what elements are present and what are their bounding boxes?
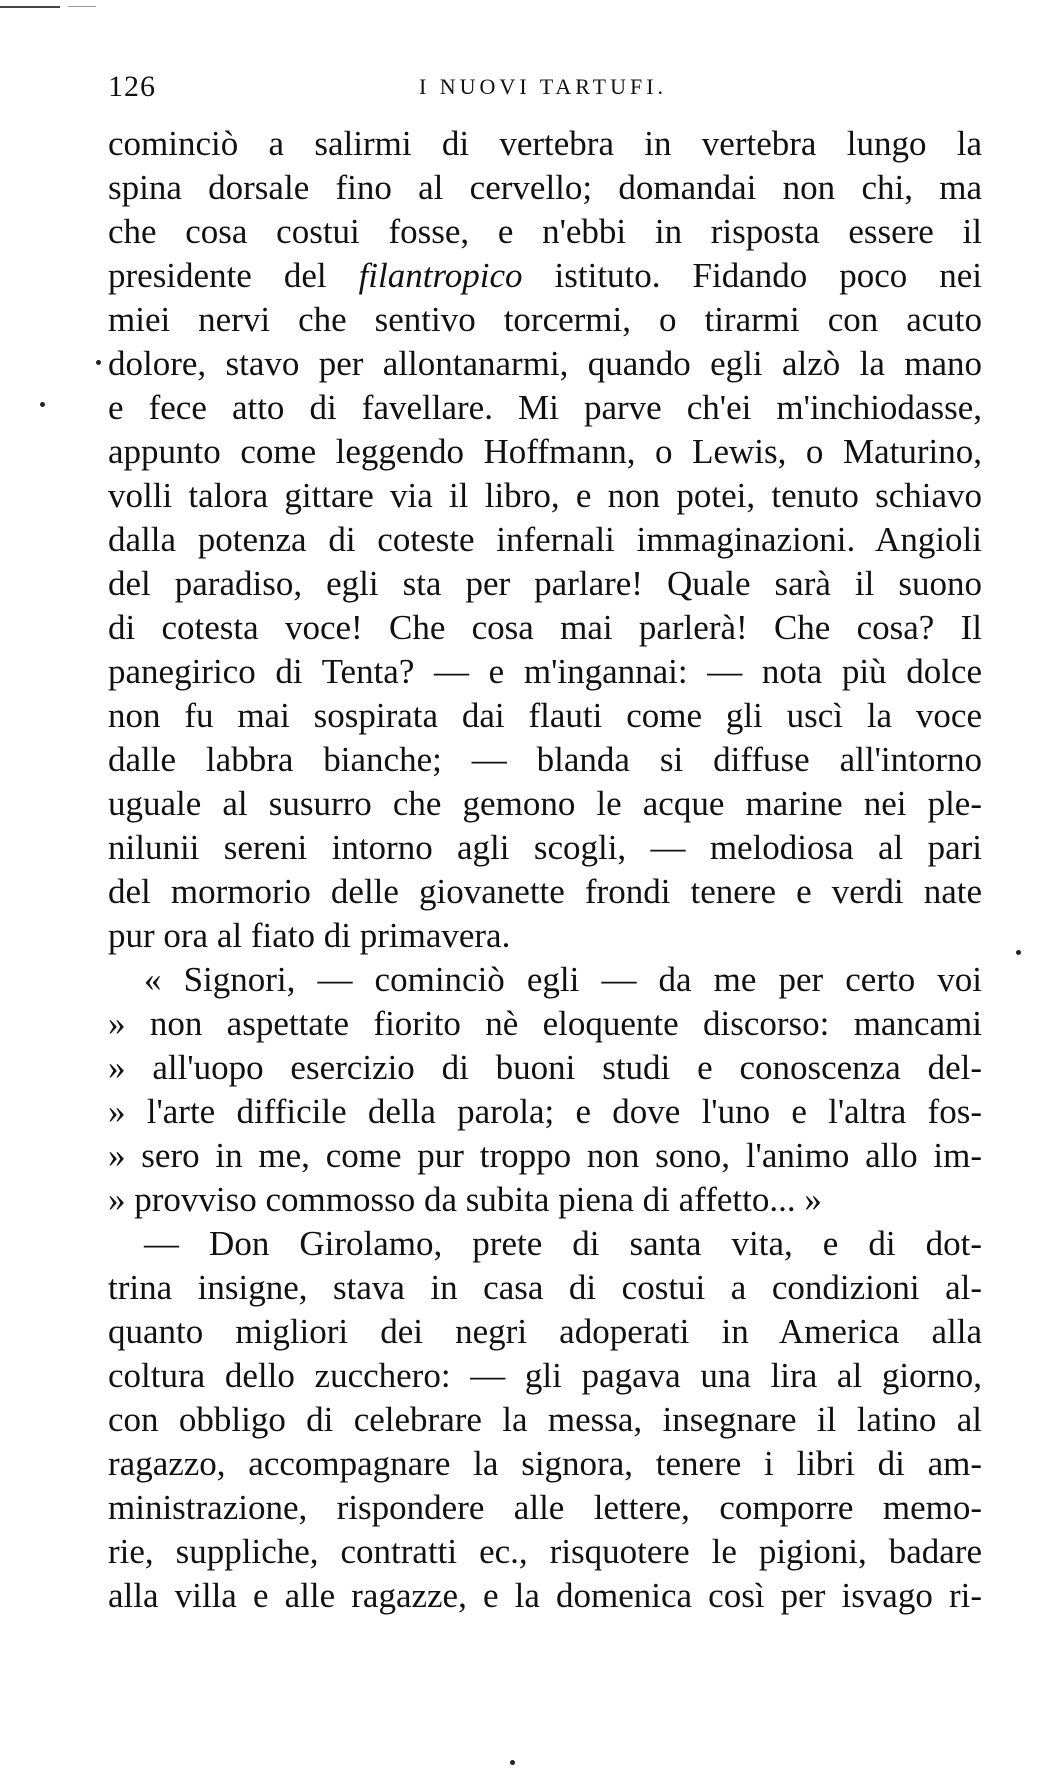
text-line: panegirico di Tenta? — e m'ingannai: — nota più dolce xyxy=(108,652,982,691)
text-line: » all'uopo esercizio di buoni studi e conoscenza del- xyxy=(108,1048,982,1087)
text-line: con obbligo di celebrare la messa, insegnare il latino al xyxy=(108,1400,982,1439)
text-line: trina insigne, stava in casa di costui a condizioni al- xyxy=(108,1268,982,1307)
text-line: miei nervi che sentivo torcermi, o tirarmi con acuto xyxy=(108,300,982,339)
text-line: appunto come leggendo Hoffmann, o Lewis, o Maturino, xyxy=(108,432,982,471)
text-line xyxy=(108,254,982,298)
text-line: dolore, stavo per allontanarmi, quando egli alzò la mano xyxy=(108,344,982,383)
ink-speck xyxy=(40,402,45,407)
text-line: coltura dello zucchero: — gli pagava una lira al giorno, xyxy=(108,1356,982,1395)
scan-edge-mark xyxy=(68,6,96,7)
running-head: I NUOVI TARTUFI. xyxy=(418,74,668,99)
text-line: del mormorio delle giovanette frondi tenere e verdi nate xyxy=(108,872,982,911)
text-line: ragazzo, accompagnare la signora, tenere i libri di am- xyxy=(108,1444,982,1483)
text-line: pur ora al fiato di primavera. xyxy=(108,916,511,955)
text-segment: istituto. Fidando poco nei xyxy=(522,256,982,295)
text-line: uguale al susurro che gemono le acque marine nei ple- xyxy=(108,784,982,823)
text-line: e fece atto di favellare. Mi parve ch'ei m'inchiodasse, xyxy=(108,388,982,427)
text-line: spina dorsale fino al cervello; domandai non chi, ma xyxy=(108,168,982,207)
text-line: — Don Girolamo, prete di santa vita, e di dot- xyxy=(144,1224,982,1263)
text-line: quanto migliori dei negri adoperati in America alla xyxy=(108,1312,982,1351)
ink-speck xyxy=(1016,950,1021,955)
text-line: rie, suppliche, contratti ec., risquotere le pigioni, badare xyxy=(108,1532,982,1571)
ink-speck xyxy=(510,1760,515,1765)
text-line: ministrazione, rispondere alle lettere, comporre memo- xyxy=(108,1488,982,1527)
text-line: » sero in me, come pur troppo non sono, l'animo allo im- xyxy=(108,1136,982,1175)
text-line: dalle labbra bianche; — blanda si diffuse all'intorno xyxy=(108,740,982,779)
text-line: alla villa e alle ragazze, e la domenica così per isvago ri- xyxy=(108,1576,982,1615)
text-line: del paradiso, egli sta per parlare! Quale sarà il suono xyxy=(108,564,982,603)
ink-speck xyxy=(96,360,101,365)
text-line: di cotesta voce! Che cosa mai parlerà! Che cosa? Il xyxy=(108,608,982,647)
text-line: » non aspettate fiorito nè eloquente discorso: mancami xyxy=(108,1004,982,1043)
text-segment: presidente del xyxy=(108,256,359,295)
italic-word: filantropico xyxy=(358,256,523,295)
text-line: » l'arte difficile della parola; e dove l'uno e l'altra fos- xyxy=(108,1092,982,1131)
scan-edge-mark xyxy=(0,6,60,8)
page-header xyxy=(108,70,978,110)
text-line: » provviso commosso da subita piena di affetto... » xyxy=(108,1180,822,1219)
body-text xyxy=(108,122,982,1618)
text-line: che cosa costui fosse, e n'ebbi in risposta essere il xyxy=(108,212,982,251)
text-line: non fu mai sospirata dai flauti come gli uscì la voce xyxy=(108,696,982,735)
text-line: cominciò a salirmi di vertebra in vertebra lungo la xyxy=(108,124,982,163)
text-line: volli talora gittare via il libro, e non potei, tenuto schiavo xyxy=(108,476,982,515)
text-line: nilunii sereni intorno agli scogli, — melodiosa al pari xyxy=(108,828,982,867)
text-line: dalla potenza di coteste infernali immaginazioni. Angioli xyxy=(108,520,982,559)
text-line: « Signori, — cominciò egli — da me per certo voi xyxy=(144,960,982,999)
page-number: 126 xyxy=(108,70,156,103)
